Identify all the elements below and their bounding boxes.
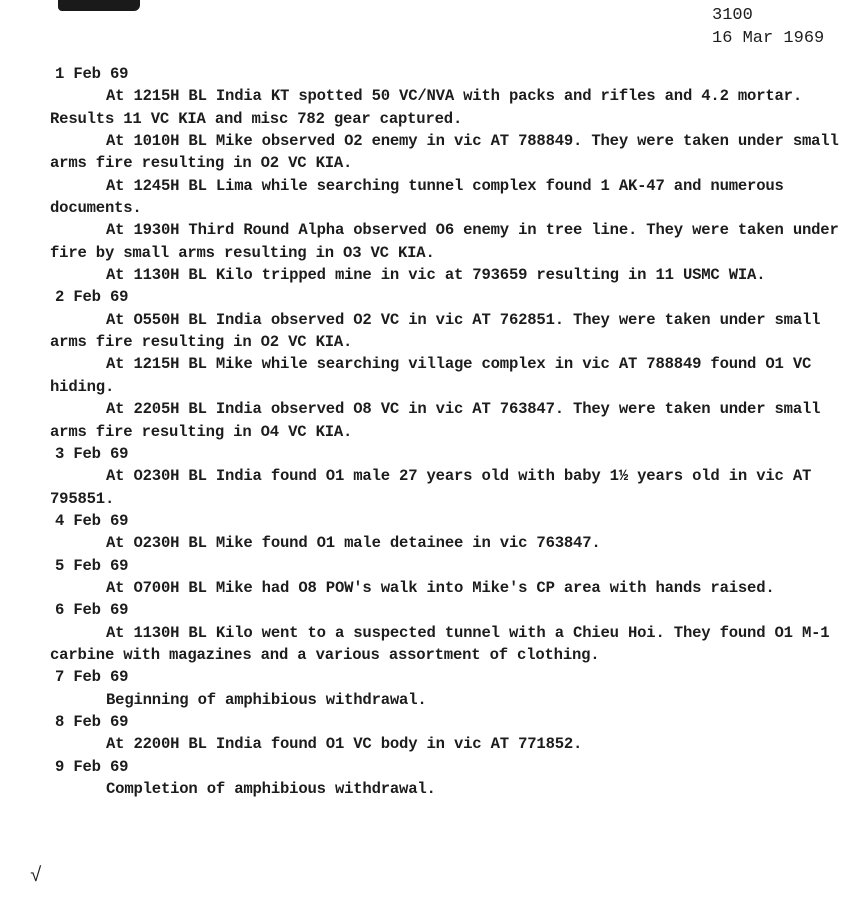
log-day bbox=[50, 555, 850, 600]
log-entry: At O230H BL India found O1 male 27 years old with baby 1½ years old in vic AT 795851. bbox=[50, 467, 812, 508]
log-entry: At 1930H Third Round Alpha observed O6 enemy in tree line. They were taken under fire by small arms resulting in O3 VC KIA. bbox=[50, 221, 839, 262]
log-day bbox=[50, 510, 850, 555]
log-entry: At 2205H BL India observed O8 VC in vic AT 763847. They were taken under small arms fire resulting in O4 VC KIA. bbox=[50, 400, 821, 441]
daily-log bbox=[50, 63, 850, 800]
log-date: 3 Feb 69 bbox=[55, 444, 129, 463]
log-entry: Completion of amphibious withdrawal. bbox=[106, 780, 436, 798]
log-entry: At 2200H BL India found O1 VC body in vic AT 771852. bbox=[106, 735, 583, 754]
log-date: 1 Feb 69 bbox=[55, 65, 129, 83]
reference-number: 3100 bbox=[712, 6, 753, 25]
log-date: 4 Feb 69 bbox=[55, 511, 129, 530]
log-date: 2 Feb 69 bbox=[55, 288, 129, 307]
reference-date: 16 Mar 1969 bbox=[712, 29, 825, 48]
log-date: 7 Feb 69 bbox=[55, 668, 129, 687]
log-day bbox=[50, 756, 850, 801]
log-entry: At O550H BL India observed O2 VC in vic AT 762851. They were taken under small arms fire resulting in O2 VC KIA. bbox=[50, 310, 821, 352]
log-day bbox=[50, 443, 850, 510]
log-date: 5 Feb 69 bbox=[55, 556, 129, 575]
log-day bbox=[50, 286, 850, 442]
document-reference bbox=[712, 4, 858, 50]
log-entry: Beginning of amphibious withdrawal. bbox=[106, 690, 427, 709]
log-entry: At O230H BL Mike found O1 male detainee in vic 763847. bbox=[106, 534, 601, 553]
log-entry: At 1215H BL India KT spotted 50 VC/NVA with packs and rifles and 4.2 mortar. Results 11 VC KIA and misc 782 gear captured. bbox=[50, 87, 802, 128]
handwritten-check-mark: √ bbox=[30, 865, 43, 888]
log-date: 8 Feb 69 bbox=[55, 712, 129, 731]
log-day bbox=[50, 666, 850, 711]
log-entry: At 1130H BL Kilo tripped mine in vic at 793659 resulting in 11 USMC WIA. bbox=[106, 266, 766, 285]
redaction-mark bbox=[58, 0, 140, 11]
log-date: 6 Feb 69 bbox=[55, 601, 129, 620]
log-entry: At 1010H BL Mike observed O2 enemy in vic AT 788849. They were taken under small arms fire resulting in O2 VC KIA. bbox=[50, 132, 839, 173]
log-entry: At 1245H BL Lima while searching tunnel complex found 1 AK-47 and numerous documents. bbox=[50, 176, 784, 218]
log-day bbox=[50, 711, 850, 756]
log-day bbox=[50, 63, 850, 286]
log-day bbox=[50, 599, 850, 666]
log-date: 9 Feb 69 bbox=[55, 757, 129, 776]
log-entry: At O700H BL Mike had O8 POW's walk into Mike's CP area with hands raised. bbox=[106, 578, 775, 597]
log-entry: At 1215H BL Mike while searching village complex in vic AT 788849 found O1 VC hiding. bbox=[50, 355, 812, 396]
log-entry: At 1130H BL Kilo went to a suspected tunnel with a Chieu Hoi. They found O1 M-1 carbine with magazines and a various assortment of clothing. bbox=[50, 623, 830, 664]
